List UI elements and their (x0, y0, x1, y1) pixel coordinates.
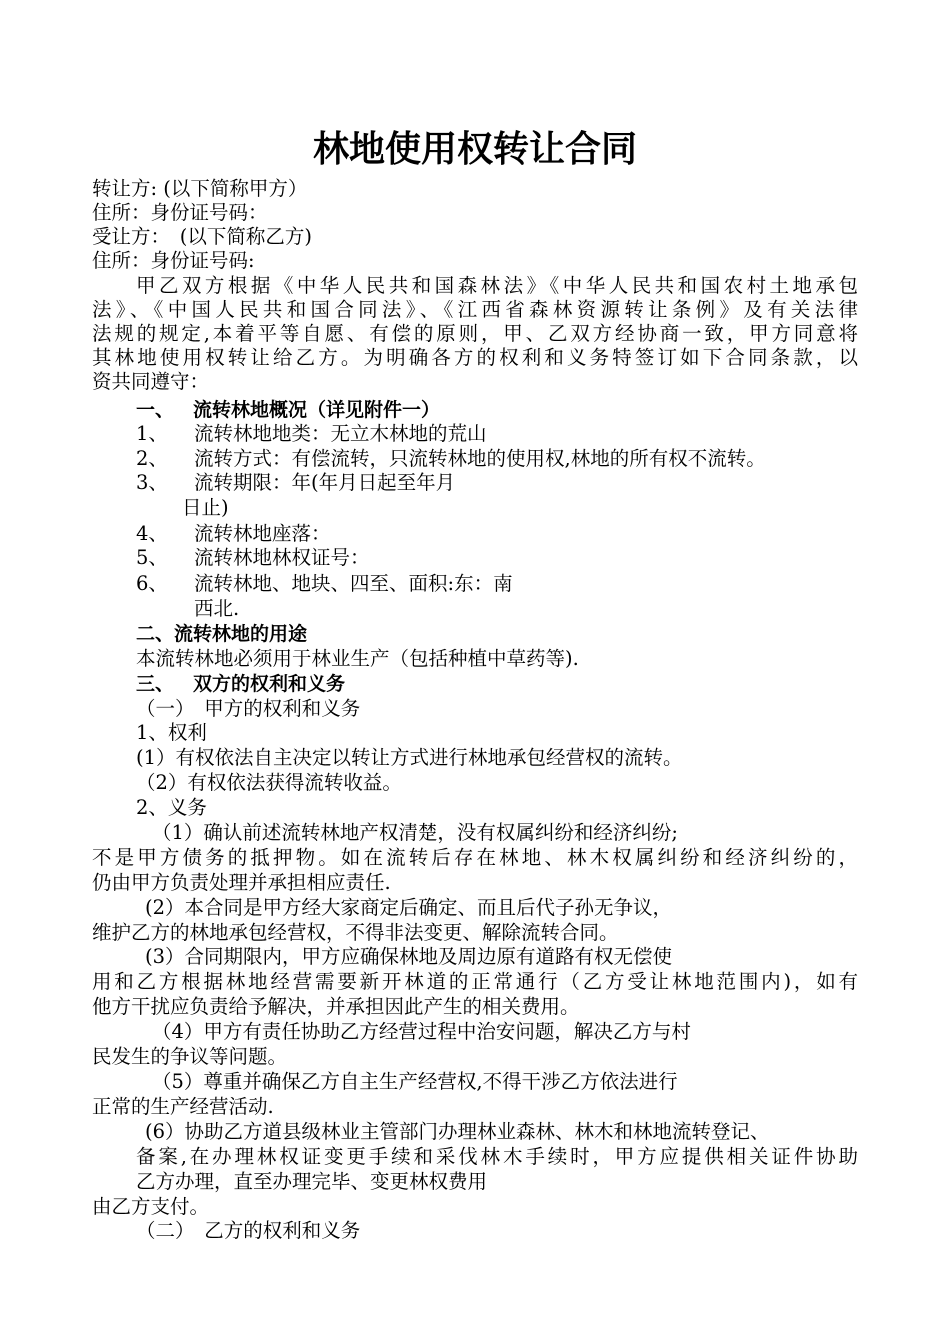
section-3-heading (136, 672, 345, 696)
item-number: 3、 (136, 471, 168, 494)
document-title: 林地使用权转让合同 (312, 129, 637, 170)
section-1-item (136, 546, 370, 570)
section-1-number: 一、 (136, 399, 175, 421)
item-text: 流转期限：年(年月日起至年月 (194, 471, 456, 494)
duty-1-line: 仍由甲方负责处理并承担相应责任. (92, 871, 391, 894)
item-number: 6、 (136, 572, 168, 595)
duty-5-line: 正常的生产经营活动. (92, 1095, 274, 1118)
transferee-address-line: 住所：身份证号码: (92, 249, 255, 272)
party-a-heading: （一） 甲方的权利和义务 (136, 697, 361, 720)
section-2-heading: 二、流转林地的用途 (136, 623, 308, 645)
transferee-line: 受让方： (以下简称乙方) (92, 225, 312, 248)
transferor-line: 转让方: (以下简称甲方） (92, 177, 308, 200)
duty-6-line: 备案,在办理林权证变更手续和采伐林木手续时，甲方应提供相关证件协助 (136, 1145, 858, 1168)
item-number: 1、 (136, 422, 168, 445)
section-1-item-continuation: 日止) (182, 496, 229, 519)
duty-5-line: （5）尊重并确保乙方自主生产经营权,不得干涉乙方依法进行 (152, 1070, 678, 1093)
section-1-item (136, 447, 766, 471)
preamble-line: 甲乙双方根据《中华人民共和国森林法》《中华人民共和国农村土地承包 (136, 274, 858, 297)
item-number: 2、 (136, 447, 168, 470)
duty-2-line: (2）本合同是甲方经大家商定后确定、而且后代子孙无争议， (145, 896, 673, 919)
section-1-item (136, 471, 455, 495)
item-text: 流转林地林权证号： (194, 546, 370, 569)
preamble-line: 资共同遵守： (92, 370, 210, 393)
section-1-title: 流转林地概况（详见附件一） (193, 399, 441, 421)
duty-4-line: 民发生的争议等问题。 (92, 1045, 288, 1068)
section-1-item (136, 522, 331, 546)
item-text: 流转林地座落： (194, 522, 331, 545)
rights-heading: 1、权利 (136, 721, 207, 744)
duty-6-line: (6）协助乙方道县级林业主管部门办理林业森林、林木和林地流转登记、 (145, 1120, 770, 1143)
right-item: (1）有权依法自主决定以转让方式进行林地承包经营权的流转。 (136, 746, 683, 769)
section-1-item (136, 422, 487, 446)
section-1-item-continuation: 西北. (194, 597, 240, 620)
duty-6-line: 由乙方支付。 (92, 1195, 210, 1218)
item-number: 5、 (136, 546, 168, 569)
duty-2-line: 维护乙方的林地承包经营权，不得非法变更、解除流转合同。 (92, 921, 619, 944)
duties-heading: 2、义务 (136, 796, 207, 819)
duty-3-line: 他方干扰应负责给予解决，并承担因此产生的相关费用。 (92, 995, 580, 1018)
preamble-line: 其林地使用权转让给乙方。为明确各方的权利和义务特签订如下合同条款，以 (92, 346, 858, 369)
duty-1-line: （1）确认前述流转林地产权清楚，没有权属纠纷和经济纠纷; (152, 821, 678, 844)
right-item: （2）有权依法获得流转收益。 (136, 771, 402, 794)
section-3-number: 三、 (136, 673, 175, 695)
duty-3-line: 用和乙方根据林地经营需要新开林道的正常通行（乙方受让林地范围内)，如有 (92, 970, 858, 993)
item-text: 流转方式：有偿流转，只流转林地的使用权,林地的所有权不流转。 (194, 447, 766, 470)
item-number: 4、 (136, 522, 168, 545)
preamble-line: 法规的规定,本着平等自愿、有偿的原则，甲、乙双方经协商一致，甲方同意将 (92, 322, 858, 345)
section-1-item (136, 572, 513, 596)
duty-1-line: 不是甲方债务的抵押物。如在流转后存在林地、林木权属纠纷和经济纠纷的， (92, 846, 858, 869)
transferor-address-line: 住所：身份证号码： (92, 201, 268, 224)
duty-3-line: (3）合同期限内，甲方应确保林地及周边原有道路有权无偿使 (145, 945, 673, 968)
duty-4-line: （4）甲方有责任协助乙方经营过程中治安问题，解决乙方与村 (152, 1020, 691, 1043)
section-2-text: 本流转林地必须用于林业生产（包括种植中草药等). (136, 647, 579, 670)
item-text: 流转林地地类：无立木林地的荒山 (194, 422, 487, 445)
section-1-heading (136, 398, 440, 422)
section-3-title: 双方的权利和义务 (193, 673, 346, 695)
party-b-heading: （二） 乙方的权利和义务 (136, 1219, 361, 1242)
duty-6-line: 乙方办理，直至办理完毕、变更林权费用 (136, 1170, 488, 1193)
preamble-line: 法》、《中国人民共和国合同法》、《江西省森林资源转让条例》及有关法律 (92, 298, 858, 321)
item-text: 流转林地、地块、四至、面积:东：南 (194, 572, 513, 595)
